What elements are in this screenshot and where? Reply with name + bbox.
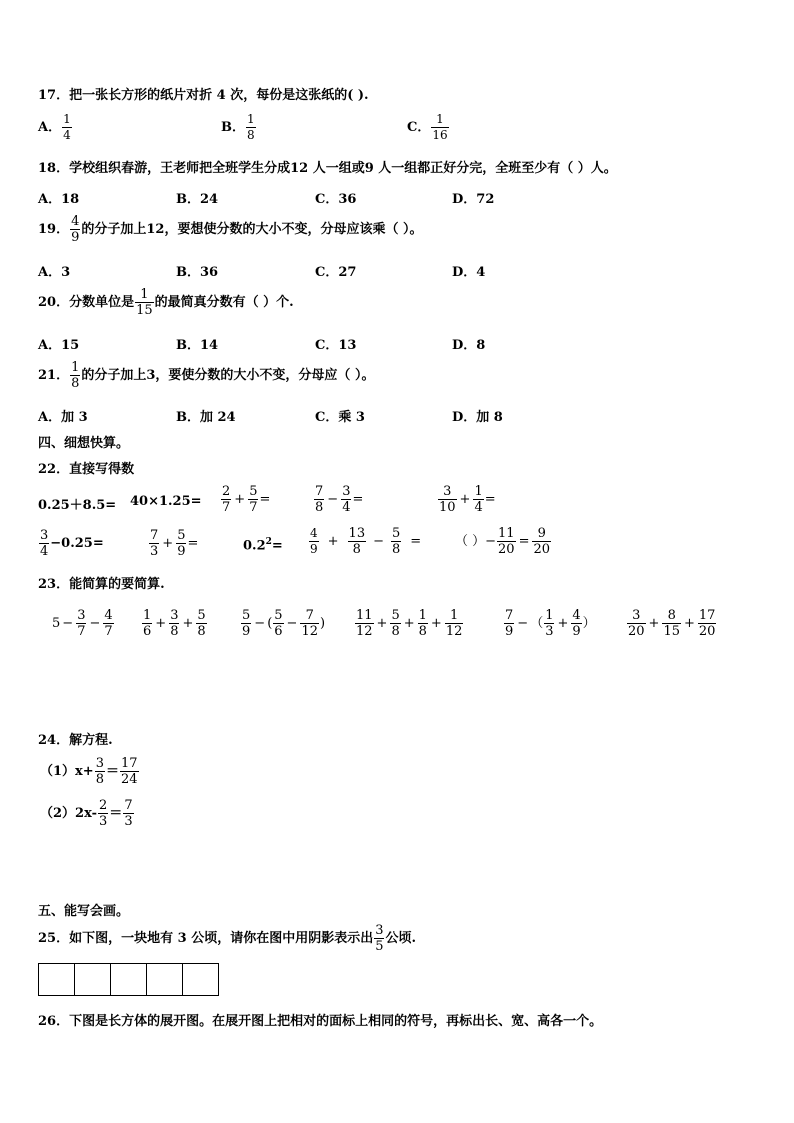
power-base: 0.2 (243, 538, 266, 554)
frac-num: 1 (135, 287, 154, 303)
plus-sign: + (459, 492, 471, 507)
frac-num: 5 (249, 484, 258, 499)
fraction (120, 756, 139, 787)
frac-den: 7 (104, 624, 113, 639)
frac-num: 13 (348, 526, 366, 541)
fraction (176, 528, 186, 559)
equals-sign: = (518, 534, 530, 549)
frac-num: 7 (124, 798, 133, 813)
frac-den: 20 (498, 542, 515, 557)
fraction (418, 608, 428, 639)
fraction (473, 484, 483, 515)
q21-stem (38, 360, 374, 391)
q20-text-pre: 20．分数单位是 (38, 295, 135, 310)
frac-den: 9 (177, 544, 186, 559)
right-paren: ） (582, 616, 596, 631)
q23-expr-4 (354, 608, 464, 639)
frac-den: 8 (392, 542, 401, 557)
right-paren: ) (320, 616, 326, 631)
fraction (445, 608, 464, 639)
equals-sign: = (410, 534, 422, 549)
frac-num: 5 (242, 608, 251, 623)
fraction (248, 484, 258, 515)
q20-option-c: C．13 (315, 338, 357, 353)
frac-den: 8 (197, 624, 206, 639)
equals-sign: = (271, 538, 283, 554)
grid-cell[interactable] (111, 964, 147, 995)
frac-num: 4 (310, 526, 318, 540)
frac-num: 1 (63, 112, 71, 126)
frac-den: 16 (432, 128, 448, 142)
frac-den: 3 (99, 814, 108, 829)
q17-option-b (221, 112, 257, 143)
q18-option-a: A．18 (38, 192, 80, 207)
plus-sign: + (557, 616, 569, 631)
frac-num: 5 (197, 608, 206, 623)
frac-num: 11 (498, 526, 515, 541)
frac-den: 12 (356, 624, 373, 639)
frac-num: 3 (375, 923, 384, 938)
frac-den: 4 (40, 544, 49, 559)
frac-den: 12 (445, 624, 463, 639)
plus-sign: + (155, 616, 167, 631)
section-4-heading: 四、细想快算。 (38, 436, 130, 451)
frac-num: 2 (222, 484, 231, 499)
q23-expr-3 (240, 608, 325, 639)
q21-number: 21． (38, 368, 70, 383)
frac-den: 24 (121, 772, 138, 787)
frac-den: 5 (375, 939, 384, 954)
q22-title: 22．直接写得数 (38, 462, 135, 477)
frac-num: 7 (315, 484, 324, 499)
equals-sign: = (187, 536, 199, 551)
frac-den: 6 (143, 624, 152, 639)
minus-sign: − (62, 616, 74, 631)
q24-equation-2 (40, 798, 135, 829)
frac-den: 9 (310, 542, 318, 556)
fraction (70, 360, 80, 391)
q23-expr-1 (52, 608, 115, 639)
frac-den: 15 (663, 624, 680, 639)
q21-option-b: B．加 24 (176, 410, 236, 425)
q20-option-d: D．8 (452, 338, 486, 353)
q22-expr-1: 0.25＋8.5= (38, 498, 117, 513)
fraction (300, 608, 319, 639)
minus-sign: − (327, 492, 339, 507)
frac-den: 9 (71, 230, 80, 245)
fraction (662, 608, 681, 639)
frac-den: 9 (572, 624, 581, 639)
minus-sign: − (373, 534, 384, 549)
equals-sign: ＝ (105, 764, 119, 779)
frac-den: 8 (170, 624, 179, 639)
frac-num: 5 (177, 528, 186, 543)
frac-num: 1 (474, 484, 483, 499)
fraction (149, 528, 159, 559)
q19-option-b: B．36 (176, 265, 219, 280)
frac-num: 5 (274, 608, 283, 623)
q25-text-pre: 25．如下图，一块地有 3 公顷，请你在图中用阴影表示出 (38, 931, 374, 946)
q22-expr-4 (313, 484, 363, 515)
q17-stem: 17．把一张长方形的纸片对折 4 次，每份是这张纸的( ). (38, 88, 369, 103)
equals-sign: = (259, 492, 271, 507)
frac-den: 12 (301, 624, 318, 639)
q22-expr-11 (308, 526, 423, 557)
frac-den: 4 (342, 500, 351, 515)
frac-den: 4 (63, 128, 71, 142)
frac-num: 2 (99, 798, 108, 813)
frac-den: 7 (222, 500, 231, 515)
frac-num: 9 (532, 526, 551, 542)
q18-stem: 18．学校组织春游，王老师把全班学生分成12 人一组或9 人一组都正好分完，全班至少有（ ）人。 (38, 161, 617, 176)
fraction (438, 484, 457, 515)
fraction (698, 608, 717, 639)
fraction (348, 526, 367, 557)
grid-cell[interactable] (147, 964, 183, 995)
land-grid[interactable] (38, 963, 219, 996)
frac-den: 15 (136, 303, 153, 318)
frac-den: 9 (505, 624, 514, 639)
q17-option-a (38, 112, 73, 143)
plus-sign: + (376, 616, 388, 631)
number: 5 (52, 616, 61, 631)
q19-option-a: A．3 (38, 265, 71, 280)
frac-num: 4 (104, 608, 113, 623)
fraction (169, 608, 179, 639)
fraction (62, 112, 72, 143)
plus-sign: + (162, 536, 174, 551)
q22-expr-9 (38, 528, 104, 559)
frac-den: 8 (418, 624, 427, 639)
frac-num: 3 (40, 528, 49, 543)
frac-den: 8 (315, 500, 324, 515)
fraction (196, 608, 206, 639)
q21-option-c: C．乘 3 (315, 410, 365, 425)
frac-num: 1 (418, 608, 427, 623)
frac-num: 17 (698, 608, 716, 623)
frac-num: 1 (545, 608, 554, 623)
fraction (221, 484, 231, 515)
frac-den: 8 (352, 542, 361, 557)
q18-option-c: C．36 (315, 192, 357, 207)
frac-den: 3 (150, 544, 159, 559)
q22-expr-13 (455, 526, 552, 557)
frac-num: 1 (445, 608, 464, 624)
blank-paren: （ ）− (455, 534, 497, 549)
plus-sign: + (234, 492, 246, 507)
frac-num: 3 (627, 608, 646, 624)
equals-sign: ＝ (109, 806, 123, 821)
frac-num: 1 (71, 360, 80, 375)
frac-den: 20 (628, 624, 645, 639)
equation-label: （1）x+ (40, 764, 94, 779)
frac-den: 7 (77, 624, 86, 639)
frac-den: 20 (698, 624, 716, 639)
frac-den: 7 (249, 500, 258, 515)
frac-num: 11 (356, 608, 373, 623)
frac-den: 4 (474, 500, 483, 515)
frac-num: 7 (150, 528, 159, 543)
q22-expr-2: 40×1.25= (130, 494, 202, 509)
frac-den: 3 (124, 814, 133, 829)
q20-option-a: A．15 (38, 338, 80, 353)
grid-cell[interactable] (183, 964, 218, 995)
fraction (95, 756, 105, 787)
equation-label: （2）2x- (40, 806, 98, 821)
left-paren: （ (530, 616, 544, 631)
frac-num: 17 (121, 756, 138, 771)
frac-num: 3 (95, 756, 104, 771)
q23-title: 23．能简算的要简算. (38, 577, 165, 592)
fraction (309, 526, 319, 557)
q23-expr-2 (141, 608, 208, 639)
frac-num: 7 (300, 608, 319, 624)
grid-cell[interactable] (75, 964, 111, 995)
minus-sign: − (286, 616, 298, 631)
fraction (142, 608, 152, 639)
q17-c-label: C． (407, 120, 431, 135)
fraction (504, 608, 514, 639)
fraction (571, 608, 581, 639)
q26-stem: 26．下图是长方体的展开图。在展开图上把相对的面标上相同的符号，再标出长、宽、高各一个。 (38, 1014, 603, 1029)
minus-sign: − (254, 616, 266, 631)
frac-num: 4 (572, 608, 581, 623)
fraction (98, 798, 108, 829)
frac-den: 6 (274, 624, 283, 639)
fraction (391, 526, 401, 557)
q23-expr-5 (503, 608, 596, 639)
fraction (135, 287, 154, 318)
q19-text: 的分子加上12，要想使分数的大小不变，分母应该乘（ ）。 (81, 222, 423, 237)
fraction (103, 608, 113, 639)
q20-stem (38, 287, 294, 318)
frac-num: 5 (391, 608, 400, 623)
frac-num: 3 (77, 608, 86, 623)
fraction (532, 526, 551, 557)
power-exponent: 2 (265, 537, 272, 547)
q19-number: 19． (38, 222, 70, 237)
minus-sign: − (517, 616, 529, 631)
q25-stem (38, 923, 416, 954)
plus-sign: + (648, 616, 660, 631)
plus-sign: + (684, 616, 695, 631)
frac-den: 8 (247, 128, 255, 142)
frac-den: 8 (95, 772, 104, 787)
section-5-heading: 五、能写会画。 (38, 904, 130, 919)
q22-expr-3 (220, 484, 270, 515)
fraction (246, 112, 256, 143)
q22-expr-10 (148, 528, 198, 559)
fraction (431, 112, 448, 143)
q23-expr-6 (626, 608, 717, 639)
q20-text: 的最简真分数有（ ）个. (154, 295, 294, 310)
q19-option-c: C．27 (315, 265, 357, 280)
q25-text-post: 公顷. (385, 931, 417, 946)
q17-option-c (407, 112, 450, 143)
fraction (76, 608, 86, 639)
frac-num: 5 (392, 526, 401, 541)
fraction (70, 214, 80, 245)
fraction (627, 608, 646, 639)
equals-sign: = (484, 492, 496, 507)
fraction (390, 608, 400, 639)
frac-num: 3 (170, 608, 179, 623)
frac-num: 1 (247, 112, 255, 126)
plus-sign: + (327, 534, 339, 549)
fraction (497, 526, 516, 557)
frac-num: 8 (662, 608, 681, 624)
frac-den: 9 (242, 624, 251, 639)
left-paren: ( (267, 616, 273, 631)
frac-den: 10 (439, 500, 456, 515)
q24-title: 24．解方程. (38, 733, 113, 748)
frac-den: 20 (533, 542, 551, 557)
frac-den: 3 (545, 624, 554, 639)
plus-sign: + (182, 616, 194, 631)
frac-num: 3 (342, 484, 351, 499)
fraction (241, 608, 251, 639)
q21-option-a: A．加 3 (38, 410, 88, 425)
frac-num: 3 (438, 484, 457, 500)
expr-tail: −0.25= (50, 536, 104, 551)
q22-expr-12 (243, 537, 283, 553)
frac-num: 4 (71, 214, 80, 229)
q21-text: 的分子加上3，要使分数的大小不变，分母应（ ）。 (81, 368, 375, 383)
frac-den: 8 (391, 624, 400, 639)
frac-num: 7 (505, 608, 514, 623)
q17-b-label: B． (221, 120, 245, 135)
plus-sign: + (403, 616, 415, 631)
q21-option-d: D．加 8 (452, 410, 503, 425)
frac-num: 1 (431, 112, 448, 128)
fraction (123, 798, 133, 829)
q24-equation-1 (40, 756, 140, 787)
equals-sign: = (352, 492, 364, 507)
fraction (355, 608, 374, 639)
fraction (374, 923, 384, 954)
q20-option-b: B．14 (176, 338, 219, 353)
fraction (39, 528, 49, 559)
fraction (273, 608, 283, 639)
fraction (314, 484, 324, 515)
q19-option-d: D．4 (452, 265, 486, 280)
fraction (341, 484, 351, 515)
fraction (544, 608, 554, 639)
q17-a-label: A． (38, 120, 62, 135)
grid-cell[interactable] (39, 964, 75, 995)
frac-den: 8 (71, 376, 80, 391)
minus-sign: − (89, 616, 101, 631)
q18-option-d: D．72 (452, 192, 495, 207)
q18-option-b: B．24 (176, 192, 219, 207)
plus-sign: + (430, 616, 442, 631)
q22-expr-5 (437, 484, 496, 515)
q19-stem (38, 214, 423, 245)
frac-num: 1 (143, 608, 152, 623)
